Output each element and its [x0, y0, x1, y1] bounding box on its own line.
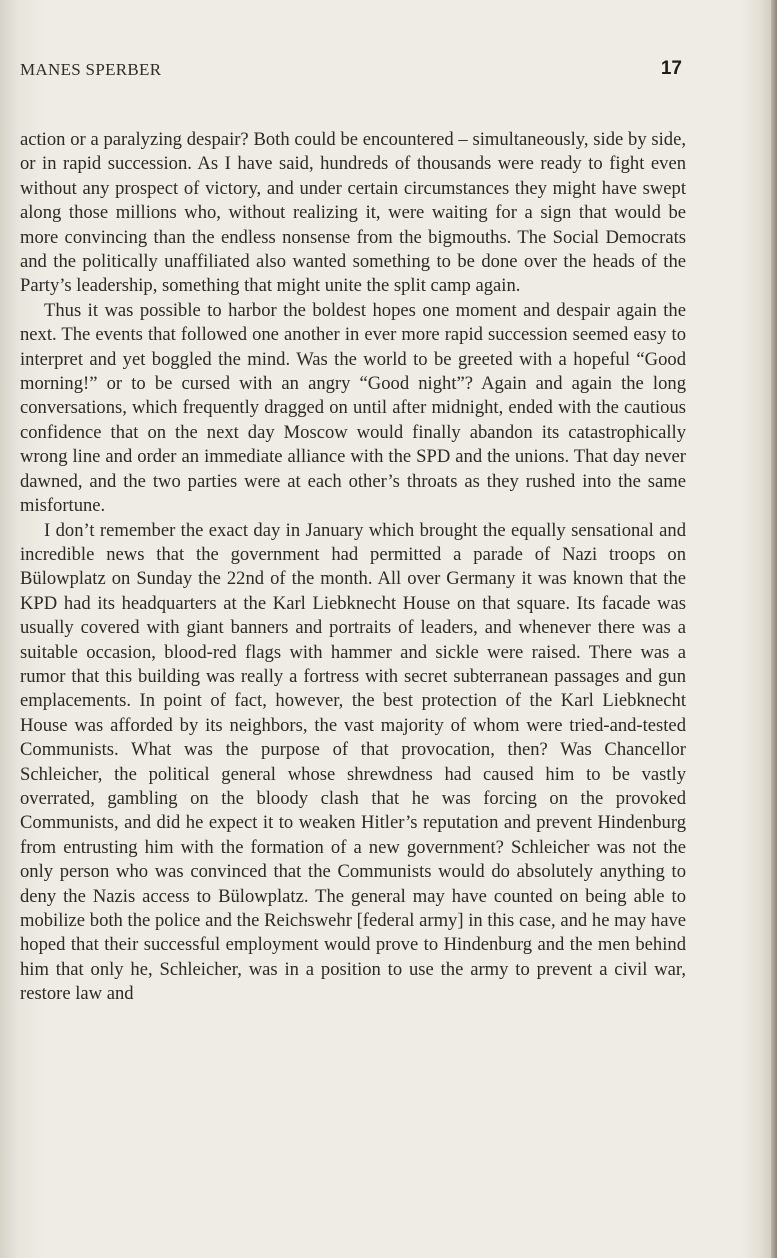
paragraph-1: action or a paralyzing despair? Both could be encountered – simultaneously, side by side, or in rapid succession. As I have said, hundreds of thousands were ready to fight even without any prospect of victory, and under certain circumstances they might have swept along those millions who, without realizing it, were waiting for a sign that would be more convincing than the endless nonsense from the bigmouths. The Social Democrats and the politically unaffiliated also wanted something to be done over the heads of the Party’s leadership, something that might unite the split camp again.	[20, 129, 686, 297]
paragraph-3: I don’t remember the exact day in January which brought the equally sensational and incredible news that the government had permitted a parade of Nazi troops on Bülowplatz on Sunday the 22nd of the month. All over Germany it was known that the KPD had its headquarters at the Karl Liebknecht House on that square. Its facade was usually covered with giant banners and portraits of leaders, and whenever there was a suitable occasion, blood-red flags with hammer and sickle were raised. There was a rumor that this building was really a fortress with secret subterranean passages and gun emplacements. In point of fact, however, the best protection of the Karl Liebknecht House was afforded by its neighbors, the vast majority of whom were tried-and-tested Communists. What was the purpose of that provocation, then? Was Chancellor Schleicher, the political general whose shrewdness had caused him to be vastly overrated, gambling on the bloody clash that he was forcing on the provoked Communists, and did he expect it to weaken Hitler’s reputation and prevent Hindenburg from entrusting him with the formation of a new government? Schleicher was not the only person who was convinced that the Communists would do absolutely anything to deny the Nazis access to Bülowplatz. The general may have counted on being able to mobilize both the police and the Reichswehr [federal army] in this case, and he may have hoped that their successful employment would prove to Hindenburg and the men behind him that only he, Schleicher, was in a position to use the army to prevent a civil war, restore law and	[20, 519, 686, 1005]
page-edge	[771, 0, 777, 1258]
running-head: MANES SPERBER	[20, 60, 162, 79]
page-header	[20, 58, 682, 84]
body-text	[20, 128, 686, 1007]
page-number: 17	[660, 58, 682, 79]
paragraph-2: Thus it was possible to harbor the boldest hopes one moment and despair again the next. The events that followed one another in ever more rapid succession seemed easy to interpret and yet boggled the mind. Was the world to be greeted with a hopeful “Good morning!” or to be cursed with an angry “Good night”? Again and again the long conversations, which frequently dragged on until after midnight, ended with the cautious confidence that on the next day Moscow would finally abandon its catastrophically wrong line and order an immediate alliance with the SPD and the unions. That day never dawned, and the two parties were at each other’s throats as they rushed into the same misfortune.	[20, 299, 686, 517]
